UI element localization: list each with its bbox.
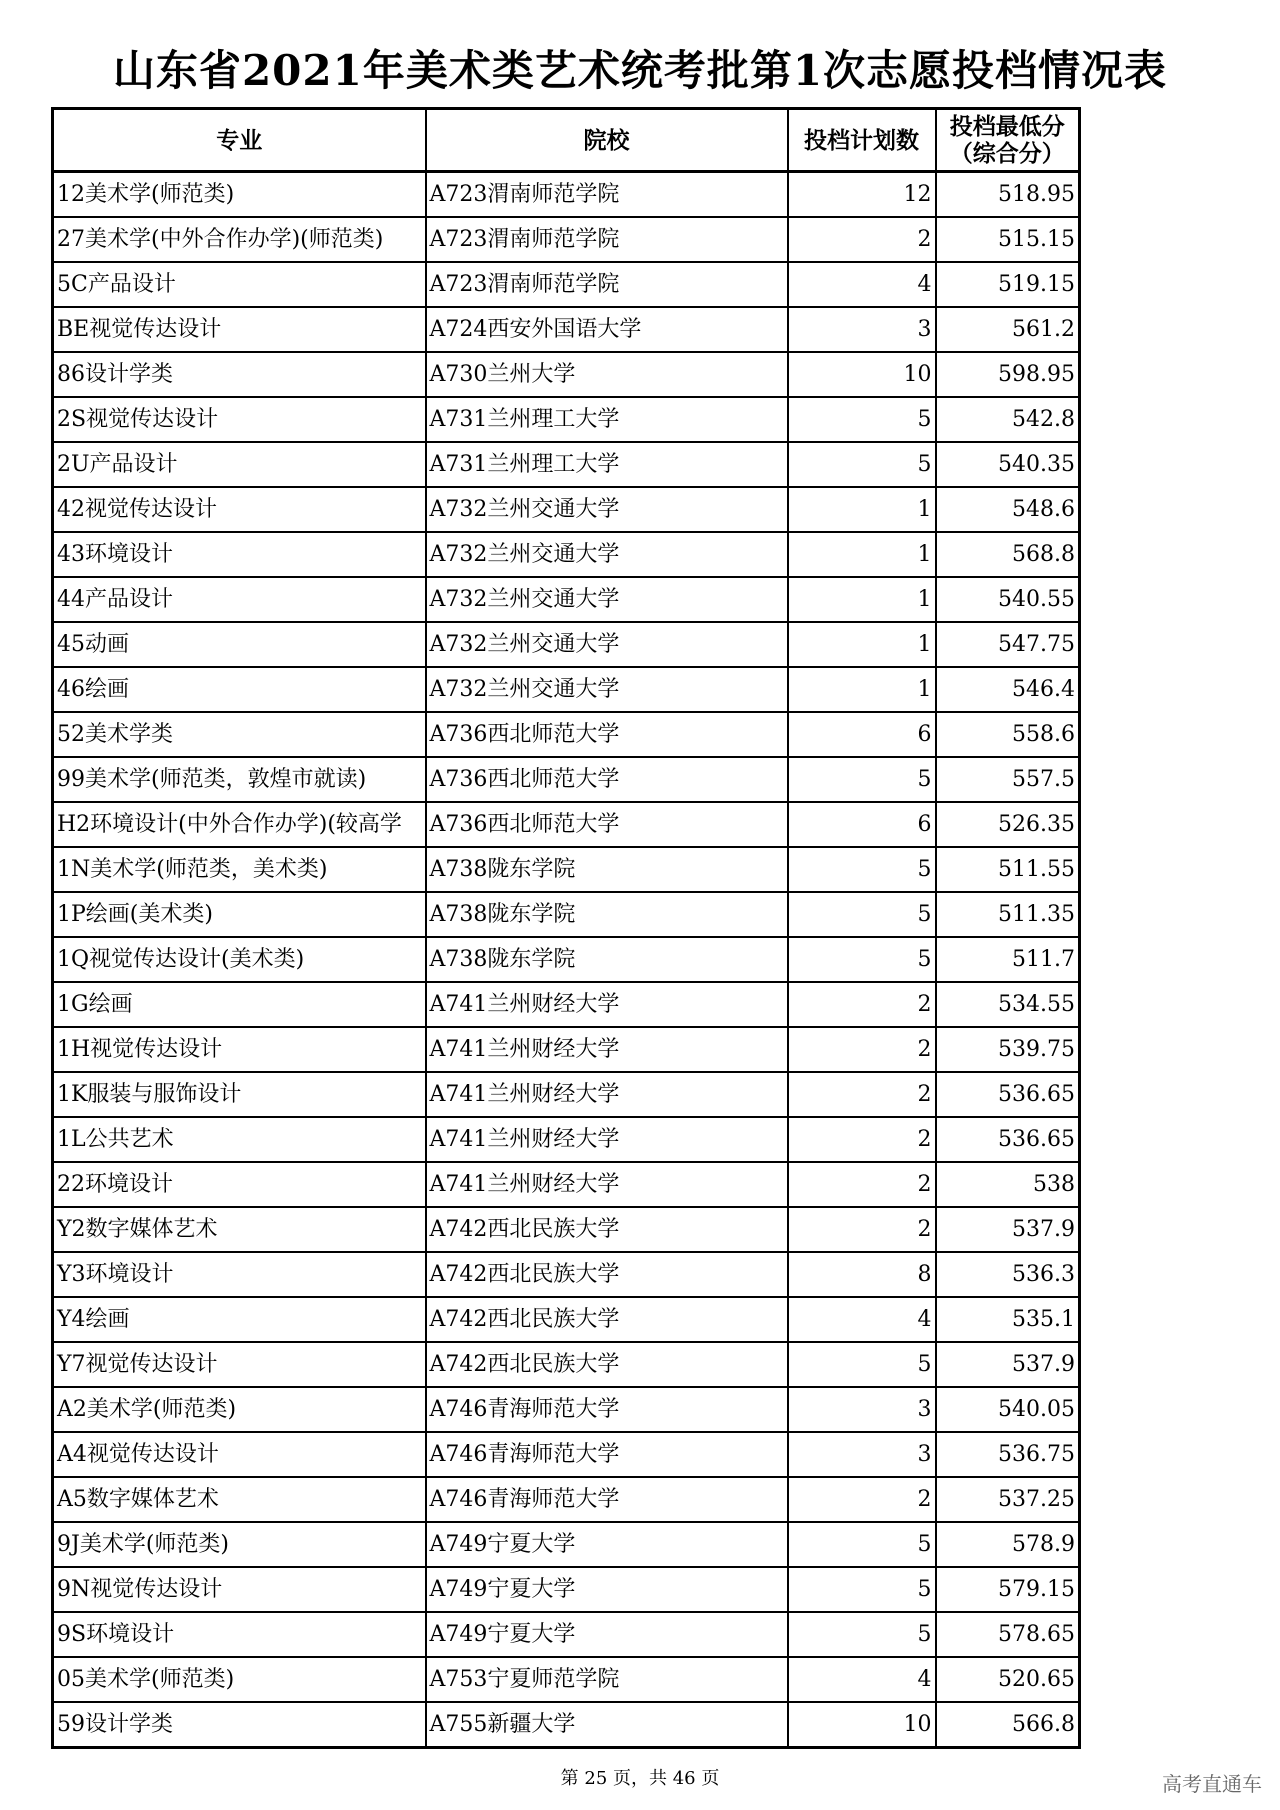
cell-school: A732兰州交通大学	[426, 487, 788, 532]
cell-score: 540.05	[936, 1387, 1080, 1432]
cell-school: A755新疆大学	[426, 1702, 788, 1748]
table-row	[53, 1072, 1080, 1117]
table-row	[53, 622, 1080, 667]
cell-score: 578.9	[936, 1522, 1080, 1567]
cell-school: A742西北民族大学	[426, 1207, 788, 1252]
cell-plan: 2	[788, 1117, 936, 1162]
header-plan: 投档计划数	[788, 109, 936, 172]
admission-table	[51, 107, 1081, 1749]
table-row	[53, 892, 1080, 937]
cell-school: A741兰州财经大学	[426, 982, 788, 1027]
cell-school: A732兰州交通大学	[426, 622, 788, 667]
cell-plan: 1	[788, 667, 936, 712]
cell-major: 1K服装与服饰设计	[53, 1072, 426, 1117]
header-score-line2: （综合分）	[949, 140, 1065, 167]
cell-score: 537.9	[936, 1342, 1080, 1387]
cell-plan: 5	[788, 757, 936, 802]
cell-score: 518.95	[936, 172, 1080, 218]
cell-score: 568.8	[936, 532, 1080, 577]
table-row	[53, 1702, 1080, 1748]
cell-school: A746青海师范大学	[426, 1477, 788, 1522]
table-row	[53, 1162, 1080, 1207]
cell-score: 536.65	[936, 1117, 1080, 1162]
table-row	[53, 802, 1080, 847]
page-number: 第 25 页，共 46 页	[560, 1768, 720, 1789]
cell-school: A746青海师范大学	[426, 1387, 788, 1432]
table-row	[53, 712, 1080, 757]
cell-plan: 10	[788, 1702, 936, 1748]
cell-school: A723渭南师范学院	[426, 172, 788, 218]
cell-plan: 5	[788, 1612, 936, 1657]
cell-major: 9J美术学(师范类)	[53, 1522, 426, 1567]
cell-school: A753宁夏师范学院	[426, 1657, 788, 1702]
cell-plan: 2	[788, 1162, 936, 1207]
table-header	[53, 109, 1080, 172]
cell-plan: 1	[788, 622, 936, 667]
table-body	[53, 172, 1080, 1748]
cell-major: 12美术学(师范类)	[53, 172, 426, 218]
cell-major: Y2数字媒体艺术	[53, 1207, 426, 1252]
cell-major: 86设计学类	[53, 352, 426, 397]
cell-major: 59设计学类	[53, 1702, 426, 1748]
cell-school: A741兰州财经大学	[426, 1162, 788, 1207]
admission-table-container	[51, 107, 1078, 1749]
cell-major: Y4绘画	[53, 1297, 426, 1342]
cell-major: 1H视觉传达设计	[53, 1027, 426, 1072]
cell-school: A723渭南师范学院	[426, 217, 788, 262]
table-row	[53, 352, 1080, 397]
table-row	[53, 1657, 1080, 1702]
cell-score: 540.35	[936, 442, 1080, 487]
cell-school: A742西北民族大学	[426, 1342, 788, 1387]
cell-score: 579.15	[936, 1567, 1080, 1612]
cell-school: A749宁夏大学	[426, 1522, 788, 1567]
table-row	[53, 217, 1080, 262]
table-row	[53, 397, 1080, 442]
cell-school: A738陇东学院	[426, 892, 788, 937]
cell-school: A741兰州财经大学	[426, 1117, 788, 1162]
cell-score: 546.4	[936, 667, 1080, 712]
cell-score: 540.55	[936, 577, 1080, 622]
cell-plan: 6	[788, 712, 936, 757]
page-title: 山东省2021年美术类艺术统考批第1次志愿投档情况表	[112, 46, 1168, 95]
cell-score: 578.65	[936, 1612, 1080, 1657]
cell-plan: 10	[788, 352, 936, 397]
cell-plan: 5	[788, 847, 936, 892]
cell-score: 598.95	[936, 352, 1080, 397]
table-row	[53, 847, 1080, 892]
table-row	[53, 667, 1080, 712]
cell-plan: 3	[788, 307, 936, 352]
cell-major: 1L公共艺术	[53, 1117, 426, 1162]
cell-plan: 3	[788, 1432, 936, 1477]
cell-major: 45动画	[53, 622, 426, 667]
table-row	[53, 577, 1080, 622]
table-row	[53, 937, 1080, 982]
table-row	[53, 1252, 1080, 1297]
cell-major: 9N视觉传达设计	[53, 1567, 426, 1612]
cell-plan: 5	[788, 1567, 936, 1612]
cell-score: 534.55	[936, 982, 1080, 1027]
cell-major: 2S视觉传达设计	[53, 397, 426, 442]
cell-plan: 5	[788, 1342, 936, 1387]
cell-school: A749宁夏大学	[426, 1612, 788, 1657]
cell-score: 547.75	[936, 622, 1080, 667]
cell-school: A742西北民族大学	[426, 1252, 788, 1297]
cell-score: 519.15	[936, 262, 1080, 307]
cell-major: 1Q视觉传达设计(美术类)	[53, 937, 426, 982]
table-row	[53, 1342, 1080, 1387]
cell-score: 537.9	[936, 1207, 1080, 1252]
cell-score: 542.8	[936, 397, 1080, 442]
cell-school: A749宁夏大学	[426, 1567, 788, 1612]
watermark: 高考直通车	[1162, 1772, 1262, 1796]
table-row	[53, 172, 1080, 218]
cell-school: A741兰州财经大学	[426, 1072, 788, 1117]
cell-score: 538	[936, 1162, 1080, 1207]
cell-score: 536.3	[936, 1252, 1080, 1297]
cell-major: 44产品设计	[53, 577, 426, 622]
cell-score: 558.6	[936, 712, 1080, 757]
table-row	[53, 757, 1080, 802]
table-row	[53, 1297, 1080, 1342]
cell-plan: 5	[788, 442, 936, 487]
table-row	[53, 442, 1080, 487]
cell-score: 511.55	[936, 847, 1080, 892]
table-row	[53, 982, 1080, 1027]
header-major: 专业	[53, 109, 426, 172]
cell-school: A738陇东学院	[426, 937, 788, 982]
cell-plan: 2	[788, 217, 936, 262]
cell-plan: 4	[788, 262, 936, 307]
cell-plan: 6	[788, 802, 936, 847]
cell-school: A731兰州理工大学	[426, 442, 788, 487]
cell-score: 557.5	[936, 757, 1080, 802]
table-row	[53, 1477, 1080, 1522]
cell-score: 511.35	[936, 892, 1080, 937]
cell-plan: 1	[788, 532, 936, 577]
cell-plan: 2	[788, 1477, 936, 1522]
cell-major: 2U产品设计	[53, 442, 426, 487]
cell-score: 537.25	[936, 1477, 1080, 1522]
table-row	[53, 262, 1080, 307]
cell-plan: 5	[788, 937, 936, 982]
cell-school: A731兰州理工大学	[426, 397, 788, 442]
cell-major: 42视觉传达设计	[53, 487, 426, 532]
cell-school: A723渭南师范学院	[426, 262, 788, 307]
cell-school: A741兰州财经大学	[426, 1027, 788, 1072]
cell-score: 526.35	[936, 802, 1080, 847]
cell-major: 27美术学(中外合作办学)(师范类)	[53, 217, 426, 262]
cell-major: A2美术学(师范类)	[53, 1387, 426, 1432]
cell-major: 1N美术学(师范类，美术类)	[53, 847, 426, 892]
cell-major: Y3环境设计	[53, 1252, 426, 1297]
table-row	[53, 1207, 1080, 1252]
cell-plan: 5	[788, 1522, 936, 1567]
cell-score: 520.65	[936, 1657, 1080, 1702]
cell-score: 566.8	[936, 1702, 1080, 1748]
table-row	[53, 487, 1080, 532]
cell-plan: 12	[788, 172, 936, 218]
cell-school: A736西北师范大学	[426, 757, 788, 802]
cell-plan: 5	[788, 397, 936, 442]
table-row	[53, 1027, 1080, 1072]
cell-major: 1G绘画	[53, 982, 426, 1027]
cell-score: 561.2	[936, 307, 1080, 352]
table-row	[53, 1567, 1080, 1612]
cell-plan: 2	[788, 982, 936, 1027]
header-row	[53, 109, 1080, 172]
cell-major: 9S环境设计	[53, 1612, 426, 1657]
table-row	[53, 532, 1080, 577]
cell-school: A732兰州交通大学	[426, 577, 788, 622]
cell-school: A736西北师范大学	[426, 712, 788, 757]
cell-major: 5C产品设计	[53, 262, 426, 307]
cell-major: BE视觉传达设计	[53, 307, 426, 352]
cell-school: A732兰州交通大学	[426, 667, 788, 712]
cell-score: 539.75	[936, 1027, 1080, 1072]
cell-school: A746青海师范大学	[426, 1432, 788, 1477]
cell-school: A732兰州交通大学	[426, 532, 788, 577]
table-row	[53, 1117, 1080, 1162]
cell-score: 511.7	[936, 937, 1080, 982]
cell-score: 548.6	[936, 487, 1080, 532]
cell-score: 536.65	[936, 1072, 1080, 1117]
cell-major: H2环境设计(中外合作办学)(较高学	[53, 802, 426, 847]
cell-plan: 5	[788, 892, 936, 937]
cell-major: A4视觉传达设计	[53, 1432, 426, 1477]
cell-school: A730兰州大学	[426, 352, 788, 397]
table-row	[53, 1522, 1080, 1567]
header-school: 院校	[426, 109, 788, 172]
cell-plan: 3	[788, 1387, 936, 1432]
header-score	[936, 109, 1080, 172]
cell-score: 536.75	[936, 1432, 1080, 1477]
cell-major: 43环境设计	[53, 532, 426, 577]
cell-plan: 2	[788, 1207, 936, 1252]
cell-plan: 2	[788, 1027, 936, 1072]
cell-major: 05美术学(师范类)	[53, 1657, 426, 1702]
cell-school: A736西北师范大学	[426, 802, 788, 847]
cell-major: 1P绘画(美术类)	[53, 892, 426, 937]
cell-major: 99美术学(师范类，敦煌市就读)	[53, 757, 426, 802]
cell-school: A724西安外国语大学	[426, 307, 788, 352]
cell-plan: 8	[788, 1252, 936, 1297]
table-row	[53, 1387, 1080, 1432]
cell-plan: 1	[788, 577, 936, 622]
cell-school: A742西北民族大学	[426, 1297, 788, 1342]
table-row	[53, 307, 1080, 352]
cell-major: 22环境设计	[53, 1162, 426, 1207]
cell-major: Y7视觉传达设计	[53, 1342, 426, 1387]
header-score-line1: 投档最低分	[949, 113, 1065, 140]
cell-school: A738陇东学院	[426, 847, 788, 892]
cell-major: 52美术学类	[53, 712, 426, 757]
table-row	[53, 1612, 1080, 1657]
cell-score: 535.1	[936, 1297, 1080, 1342]
cell-plan: 4	[788, 1297, 936, 1342]
cell-plan: 2	[788, 1072, 936, 1117]
cell-major: A5数字媒体艺术	[53, 1477, 426, 1522]
table-row	[53, 1432, 1080, 1477]
cell-major: 46绘画	[53, 667, 426, 712]
cell-plan: 4	[788, 1657, 936, 1702]
cell-plan: 1	[788, 487, 936, 532]
cell-score: 515.15	[936, 217, 1080, 262]
